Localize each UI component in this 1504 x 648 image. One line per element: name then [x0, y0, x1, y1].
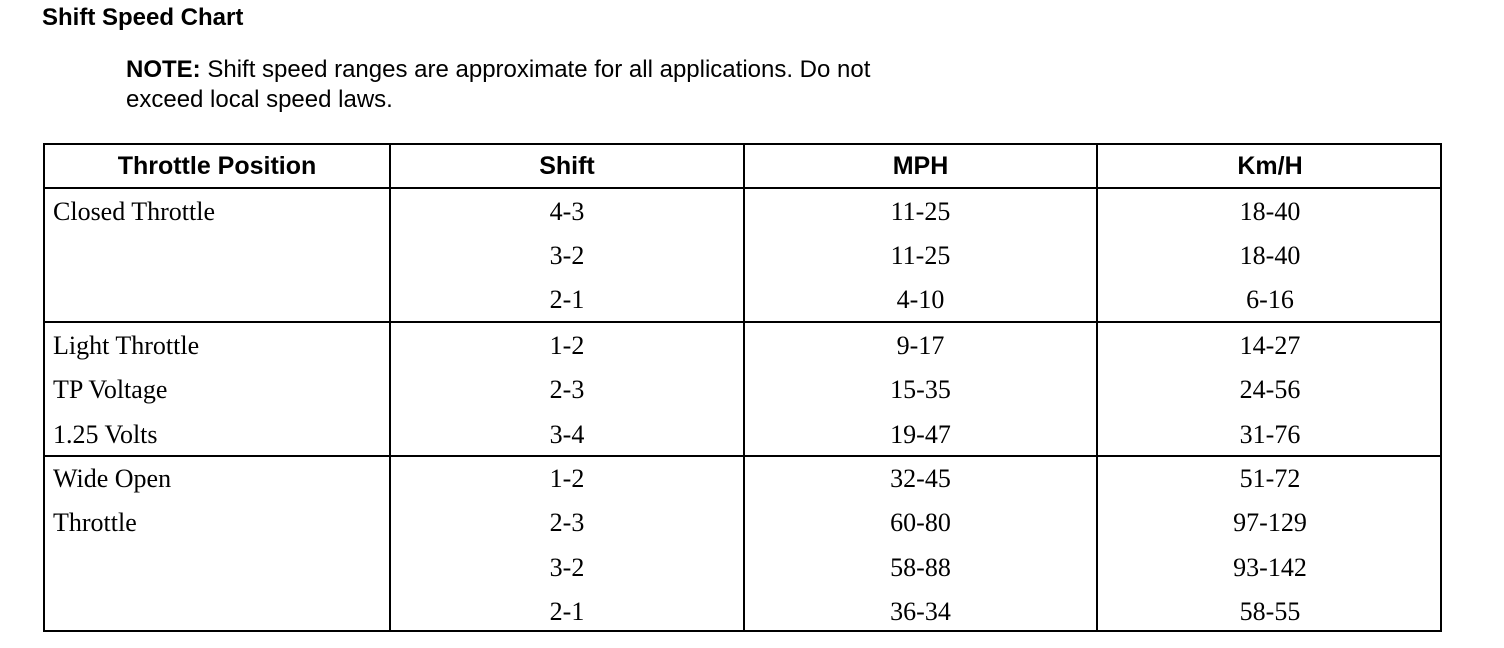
kmh-cell: 31-76: [1239, 420, 1301, 449]
kmh-cell: 93-142: [1233, 553, 1307, 582]
mph-cell: 15-35: [890, 375, 951, 404]
mph-cell: 9-17: [896, 331, 945, 360]
note-line-1: Shift speed ranges are approximate for all applications. Do not: [200, 56, 871, 83]
note-label: NOTE:: [126, 56, 201, 83]
kmh-cell: 18-40: [1239, 241, 1301, 270]
note-text: [126, 55, 1026, 115]
shift-cell: 2-1: [549, 285, 585, 314]
header-shift: Shift: [539, 152, 595, 180]
throttle-position-label: 1.25 Volts: [53, 420, 158, 449]
mph-cell: 32-45: [890, 464, 951, 493]
kmh-cell: 97-129: [1233, 508, 1307, 537]
throttle-position-label: Throttle: [53, 508, 137, 537]
mph-cell: 11-25: [890, 197, 951, 226]
shift-cell: 4-3: [549, 197, 585, 226]
group-divider: [45, 321, 1440, 323]
header-throttle-position: Throttle Position: [117, 152, 317, 180]
shift-speed-table: [43, 143, 1442, 632]
kmh-cell: 51-72: [1239, 464, 1301, 493]
mph-cell: 11-25: [890, 241, 951, 270]
throttle-position-label: TP Voltage: [53, 375, 168, 404]
shift-cell: 3-4: [549, 420, 585, 449]
shift-cell: 1-2: [549, 331, 585, 360]
page-title: Shift Speed Chart: [42, 4, 244, 31]
mph-cell: 19-47: [890, 420, 951, 449]
throttle-position-label: Wide Open: [53, 464, 172, 493]
shift-cell: 2-3: [549, 375, 585, 404]
header-divider: [45, 187, 1440, 189]
mph-cell: 58-88: [890, 553, 951, 582]
shift-cell: 3-2: [549, 553, 585, 582]
mph-cell: 60-80: [890, 508, 951, 537]
kmh-cell: 58-55: [1239, 597, 1301, 626]
group-divider: [45, 455, 1440, 457]
mph-cell: 36-34: [890, 597, 951, 626]
kmh-cell: 24-56: [1239, 375, 1301, 404]
header-kmh: Km/H: [1237, 152, 1303, 180]
kmh-cell: 18-40: [1239, 197, 1301, 226]
note-line-2: exceed local speed laws.: [126, 86, 393, 113]
mph-cell: 4-10: [896, 285, 945, 314]
shift-cell: 3-2: [549, 241, 585, 270]
kmh-cell: 6-16: [1246, 285, 1294, 314]
shift-cell: 2-1: [549, 597, 585, 626]
shift-cell: 1-2: [549, 464, 585, 493]
header-mph: MPH: [892, 152, 949, 180]
kmh-cell: 14-27: [1239, 331, 1301, 360]
throttle-position-label: Closed Throttle: [53, 197, 216, 226]
shift-cell: 2-3: [549, 508, 585, 537]
throttle-position-label: Light Throttle: [53, 331, 200, 360]
